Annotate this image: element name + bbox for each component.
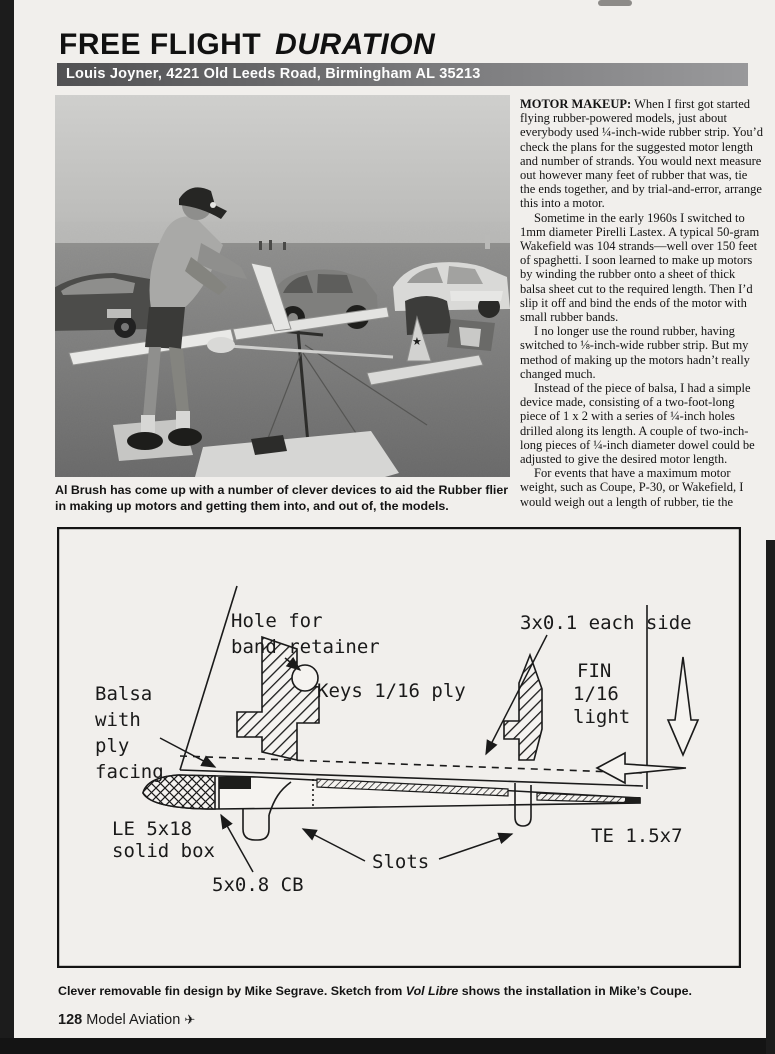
label-balsa-3: ply <box>95 735 130 757</box>
label-slots: Slots <box>372 851 430 873</box>
label-each-side: 3x0.1 each side <box>520 612 692 634</box>
airplane-icon: ✈ <box>184 1012 196 1027</box>
left-arrow-icon <box>597 753 686 783</box>
label-fin-size: 1/16 <box>573 683 619 705</box>
ply-facing-block <box>219 777 251 789</box>
title-duration: DURATION <box>275 28 436 61</box>
paragraph-1: MOTOR MAKEUP: When I first got started flying rubber-powered models, just about everybody used ¼-inch-wide rubber strip. You’d check the plans for the suggested motor length and number of strands. You would next measure out however many feet of rubber that was, tie the ends together, and by trial-and-error, arrange this into a motor. <box>520 97 764 211</box>
paragraph-4: Instead of the piece of balsa, I had a simple device made, consisting of a two-foot-long piece of 1 x 2 with a series of ¼-inch holes drilled along its length. A couple of two-inch-long pieces of ¼-inch diameter dowel could be adjusted to give the desired motor length. <box>520 381 755 467</box>
magazine-name: Model Aviation <box>86 1012 181 1028</box>
down-arrow-icon <box>668 657 698 755</box>
byline-bar: Louis Joyner, 4221 Old Leeds Road, Birmingham AL 35213 <box>57 63 748 86</box>
scan-smudge <box>598 0 632 6</box>
label-balsa-2: with <box>95 709 141 731</box>
balsa-leader-arrow <box>160 738 215 767</box>
fin-leading-edge-line <box>180 586 237 770</box>
car-left <box>55 273 155 338</box>
label-balsa-1: Balsa <box>95 683 153 705</box>
label-balsa-4: facing <box>95 761 164 783</box>
title-free-flight: FREE FLIGHT <box>59 28 262 61</box>
field-photo <box>55 95 510 477</box>
fin-diagram-svg <box>57 527 741 968</box>
article-column <box>520 97 764 509</box>
scan-edge-right <box>766 540 775 1054</box>
scan-edge-bottom <box>0 1038 775 1054</box>
fuselage-section <box>143 775 640 840</box>
label-hole-for: Hole for <box>231 610 323 632</box>
page-number: 128 <box>58 1012 83 1028</box>
scan-edge-left <box>0 0 14 1054</box>
paragraph-2: Sometime in the early 1960s I switched to 1mm diameter Pirelli Lastex. A typical 50-gram Wakefield was 104 strands—well over 150 feet of spaghetti. I soon learned to make up motors by winding the rubber onto a sheet of thick balsa sheet cut to the required length. Then I’d slip it off and bind the ends of the motor with small rubber bands. <box>520 210 760 325</box>
motor-makeup-lead: MOTOR MAKEUP: <box>520 97 632 111</box>
label-le: LE 5x18 <box>112 818 193 840</box>
diagram-caption: Clever removable fin design by Mike Segrave. Sketch from Vol Libre shows the installation in Mike’s Coupe. <box>58 984 692 998</box>
label-cb: 5x0.8 CB <box>212 874 304 896</box>
photo-illustration <box>55 95 510 477</box>
photo-caption: Al Brush has come up with a number of clever devices to aid the Rubber flier in making up motors and getting them into, and out of, the models. <box>55 483 509 513</box>
paragraph-5: For events that have a maximum motor weight, such as Coupe, P-30, or Wakefield, I would weigh out a length of rubber, tie the <box>520 466 744 509</box>
label-fin-light: light <box>573 706 631 728</box>
label-band-retainer: band retainer <box>231 636 380 658</box>
band-retainer-hole <box>292 665 318 691</box>
paragraph-3: I no longer use the round rubber, having switched to ⅛-inch-wide rubber strip. But my method of making up the motors hadn’t really changed much. <box>520 324 750 381</box>
slots-right-arrow <box>439 834 512 859</box>
page-title <box>59 28 435 62</box>
page-footer <box>58 1012 195 1028</box>
fin-diagram <box>57 527 741 968</box>
label-le-2: solid box <box>112 840 215 862</box>
label-keys: Keys 1/16 ply <box>317 680 466 702</box>
label-te: TE 1.5x7 <box>591 825 683 847</box>
front-slot-hook <box>243 809 269 840</box>
diagram-border <box>58 528 740 967</box>
fin-hinge-dashed-line <box>180 756 643 773</box>
star-marking: ★ <box>412 336 422 348</box>
vol-libre-italic: Vol Libre <box>405 984 459 998</box>
label-fin: FIN <box>577 660 612 682</box>
slots-left-arrow <box>303 829 365 861</box>
cb-leader-arrow <box>221 815 253 872</box>
